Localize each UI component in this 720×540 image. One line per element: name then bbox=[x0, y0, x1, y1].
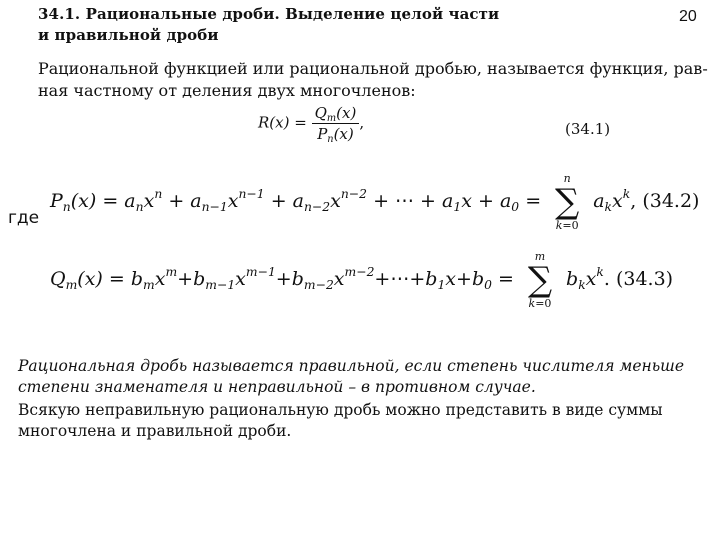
heading-line-1: 34.1. Рациональные дроби. Выделение целой части bbox=[38, 5, 500, 23]
equation-number-34-1: (34.1) bbox=[565, 120, 611, 138]
summation-sign: m ∑ k=0 bbox=[527, 250, 553, 310]
heading-line-2: и правильной дроби bbox=[38, 26, 219, 44]
fraction: $\frac{Q_m(x)}{P_n(x)}$ bbox=[312, 104, 360, 143]
summation-sign: n ∑ k=0 bbox=[555, 172, 580, 232]
equation-number-34-3: (34.3) bbox=[615, 268, 674, 290]
definition-paragraph bbox=[18, 356, 690, 398]
equation-34-1: R(x) = $\frac{Q_m(x)}{P_n(x)}$ , bbox=[258, 104, 365, 146]
intro-line-1: Рациональной функцией или рациональной дробью, называется функция, рав- bbox=[38, 59, 708, 78]
intro-paragraph bbox=[38, 58, 708, 102]
equation-number-34-2: (34.2) bbox=[642, 190, 700, 212]
statement-paragraph bbox=[18, 400, 690, 442]
section-heading bbox=[38, 4, 499, 46]
intro-line-2: ная частному от деления двух многочленов: bbox=[38, 81, 416, 100]
definition-line-2: степени знаменателя и неправильной – в противном случае. bbox=[18, 378, 536, 396]
definition-line-1: Рациональная дробь называется правильной, если степень числителя меньше bbox=[18, 357, 685, 375]
where-label: где bbox=[8, 208, 40, 228]
page-number: 20 bbox=[679, 8, 697, 25]
statement-line-1: Всякую неправильную рациональную дробь можно представить в виде суммы bbox=[18, 401, 663, 419]
equation-34-2: $P_n(x) = a_nx^n + a_{n-1}x^{n-1} + a_{n-2}x^{n-2}$ + ⋯ + $a_1x + a_0$ = n ∑ k=0 $a_kx^k$, (34.2) bbox=[50, 172, 700, 232]
equation-34-3: $Q_m(x)$ = $b_mx^m+b_{m-1}x^{m-1}+b_{m-2}x^{m-2}+\cdots+b_1x+b_0$ = m ∑ k=0 $b_kx^k$. (34.3) bbox=[50, 250, 674, 310]
statement-line-2: многочлена и правильной дроби. bbox=[18, 422, 292, 440]
